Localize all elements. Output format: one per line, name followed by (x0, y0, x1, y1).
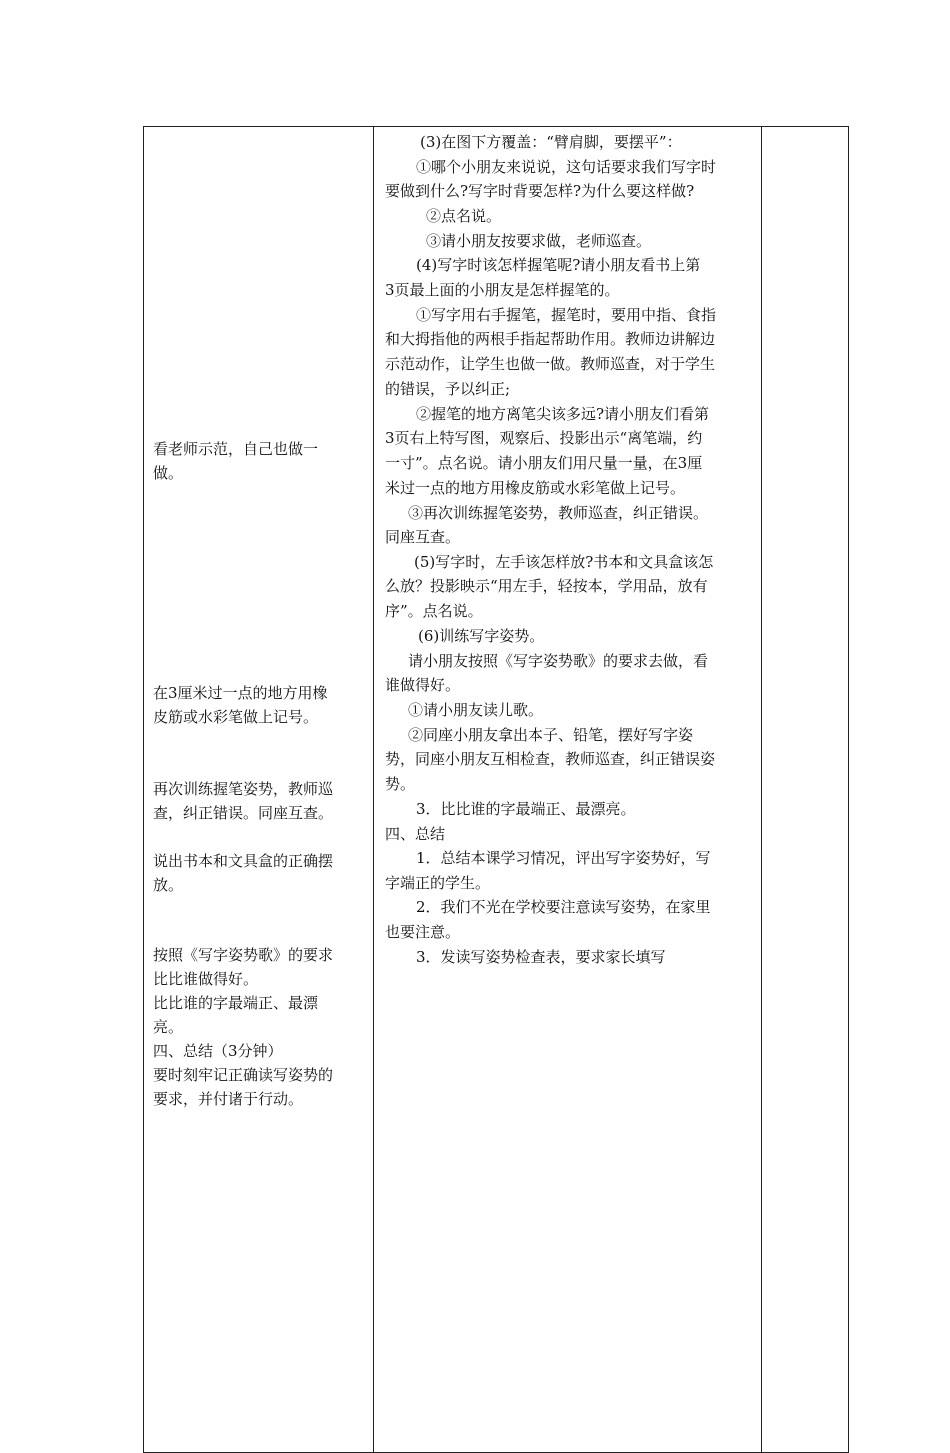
lesson-plan-table (143, 126, 849, 1453)
mid-line: 同座互查。 (385, 528, 461, 546)
mid-line: 米过一点的地方用橡皮筋或水彩笔做上记号。 (385, 479, 686, 497)
mid-line: ②点名说。 (426, 207, 502, 225)
left-line: 亮。 (153, 1018, 184, 1036)
mid-line: 3．比比谁的字最端正、最漂亮。 (416, 800, 636, 818)
mid-line: ①哪个小朋友来说说，这句话要求我们写字时 (416, 158, 717, 176)
mid-line: 四、总结 (385, 825, 446, 843)
mid-line: 1．总结本课学习情况，评出写字姿势好，写 (416, 849, 711, 867)
mid-line: 和大拇指他的两根手指起帮助作用。教师边讲解边 (385, 330, 716, 348)
mid-line: 也要注意。 (385, 923, 461, 941)
mid-line: (4)写字时该怎样握笔呢?请小朋友看书上第 (416, 256, 701, 274)
mid-line: ②同座小朋友拿出本子、铅笔，摆好写字姿 (408, 726, 694, 744)
left-line: 查，纠正错误。同座互查。 (153, 804, 334, 822)
mid-line: 字端正的学生。 (385, 874, 491, 892)
left-line: 比比谁做得好。 (153, 970, 259, 988)
mid-line: 3页右上特写图，观察后、投影出示“离笔端，约 (385, 429, 703, 447)
notes-column (763, 127, 848, 1452)
left-line: 放。 (153, 876, 184, 894)
left-line: 在3厘米过一点的地方用橡 (153, 684, 328, 702)
mid-line: ①写字用右手握笔，握笔时，要用中指、食指 (416, 306, 717, 324)
left-line: 要求，并付诸于行动。 (153, 1090, 304, 1108)
left-line: 再次训练握笔姿势，教师巡 (153, 780, 334, 798)
left-line: 说出书本和文具盒的正确摆 (153, 852, 334, 870)
mid-line: 么放？投影映示“用左手，轻按本，学用品，放有 (385, 577, 708, 595)
left-line: 要时刻牢记正确读写姿势的 (153, 1066, 334, 1084)
mid-line: 势。 (385, 775, 416, 793)
mid-line: 2．我们不光在学校要注意读写姿势，在家里 (416, 898, 711, 916)
mid-line: 序”。点名说。 (385, 602, 483, 620)
mid-line: 3．发读写姿势检查表，要求家长填写 (416, 948, 666, 966)
mid-line: 示范动作，让学生也做一做。教师巡查，对于学生 (385, 355, 716, 373)
mid-line: (3)在图下方覆盖：“臂肩脚，要摆平”： (420, 133, 682, 151)
mid-line: 势，同座小朋友互相检查，教师巡查，纠正错误姿 (385, 750, 716, 768)
mid-line: ①请小朋友读儿歌。 (408, 701, 544, 719)
mid-line: ②握笔的地方离笔尖该多远?请小朋友们看第 (416, 405, 710, 423)
mid-line: 一寸”。点名说。请小朋友们用尺量一量，在3厘 (385, 454, 703, 472)
mid-line: ③请小朋友按要求做，老师巡查。 (426, 232, 652, 250)
mid-line: 3页最上面的小朋友是怎样握笔的。 (385, 281, 620, 299)
student-activity-column (144, 127, 375, 1452)
teacher-activity-column (376, 127, 762, 1452)
mid-line: 请小朋友按照《写字姿势歌》的要求去做，看 (408, 652, 709, 670)
left-line: 做。 (153, 464, 184, 482)
left-line: 四、总结（3分钟） (153, 1042, 283, 1060)
mid-line: (6)训练写字姿势。 (418, 627, 545, 645)
mid-line: 要做到什么?写字时背要怎样?为什么要这样做? (385, 182, 695, 200)
mid-line: 谁做得好。 (385, 676, 461, 694)
left-line: 比比谁的字最端正、最漂 (153, 994, 319, 1012)
mid-line: 的错误，予以纠正; (385, 380, 511, 398)
left-line: 看老师示范，自己也做一 (153, 440, 319, 458)
mid-line: ③再次训练握笔姿势，教师巡查，纠正错误。 (408, 504, 709, 522)
mid-line: (5)写字时，左手该怎样放?书本和文具盒该怎 (414, 553, 714, 571)
left-line: 按照《写字姿势歌》的要求 (153, 946, 334, 964)
left-line: 皮筋或水彩笔做上记号。 (153, 708, 319, 726)
